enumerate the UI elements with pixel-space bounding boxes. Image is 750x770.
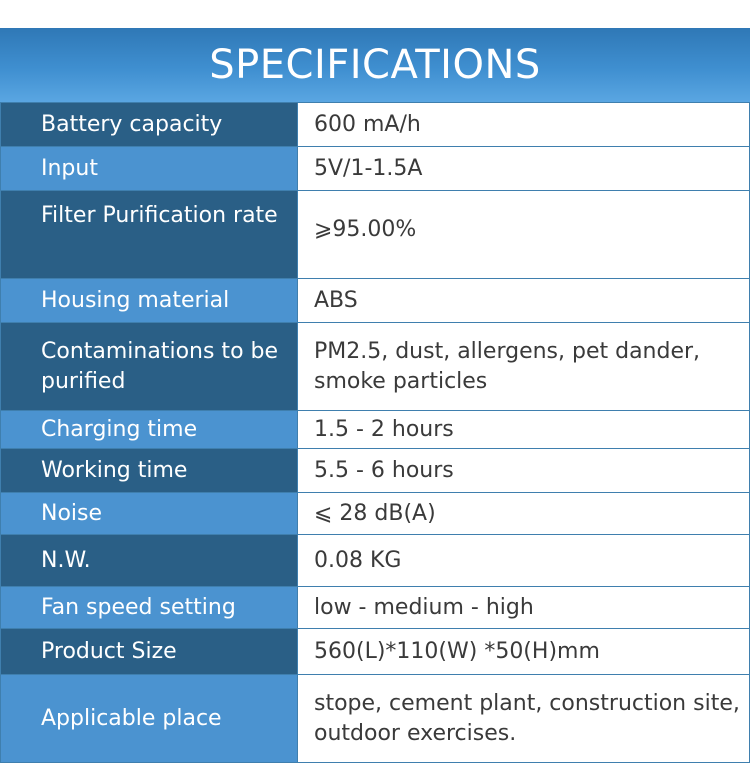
spec-row-net-weight: [1, 535, 750, 587]
spec-value: ABS: [298, 279, 750, 323]
spec-label: Product Size: [1, 629, 298, 675]
spec-row-filter-purification-rate: [1, 191, 750, 279]
spec-label: Input: [1, 147, 298, 191]
spec-row-product-size: [1, 629, 750, 675]
spec-value: ⩽ 28 dB(A): [298, 493, 750, 535]
spec-label: Fan speed setting: [1, 587, 298, 629]
spec-label: Filter Purification rate: [1, 191, 298, 279]
spec-label: Contaminations to be purified: [1, 323, 298, 411]
spec-row-contaminations: [1, 323, 750, 411]
spec-row-housing-material: [1, 279, 750, 323]
spec-label: Working time: [1, 449, 298, 493]
spec-value: 600 mA/h: [298, 103, 750, 147]
spec-value: 0.08 KG: [298, 535, 750, 587]
spec-row-fan-speed-setting: [1, 587, 750, 629]
spec-value: 5V/1-1.5A: [298, 147, 750, 191]
spec-value: stope, cement plant, construction site, outdoor exercises.: [298, 675, 750, 763]
spec-label: Noise: [1, 493, 298, 535]
spec-label: Housing material: [1, 279, 298, 323]
specifications-header: [0, 28, 750, 102]
spec-row-input: [1, 147, 750, 191]
spec-label: Applicable place: [1, 675, 298, 763]
spec-label: Battery capacity: [1, 103, 298, 147]
spec-row-noise: [1, 493, 750, 535]
spec-row-applicable-place: [1, 675, 750, 763]
spec-label: Charging time: [1, 411, 298, 449]
spec-row-working-time: [1, 449, 750, 493]
spec-value: low - medium - high: [298, 587, 750, 629]
spec-row-battery-capacity: [1, 103, 750, 147]
spec-value: 560(L)*110(W) *50(H)mm: [298, 629, 750, 675]
spec-row-charging-time: [1, 411, 750, 449]
spec-table: [0, 102, 750, 763]
spec-label: N.W.: [1, 535, 298, 587]
spec-value: PM2.5, dust, allergens, pet dander, smoke particles: [298, 323, 750, 411]
spec-value: 1.5 - 2 hours: [298, 411, 750, 449]
spec-value: 5.5 - 6 hours: [298, 449, 750, 493]
page-title: SPECIFICATIONS: [209, 42, 541, 88]
spec-value: ⩾95.00%: [298, 191, 750, 279]
